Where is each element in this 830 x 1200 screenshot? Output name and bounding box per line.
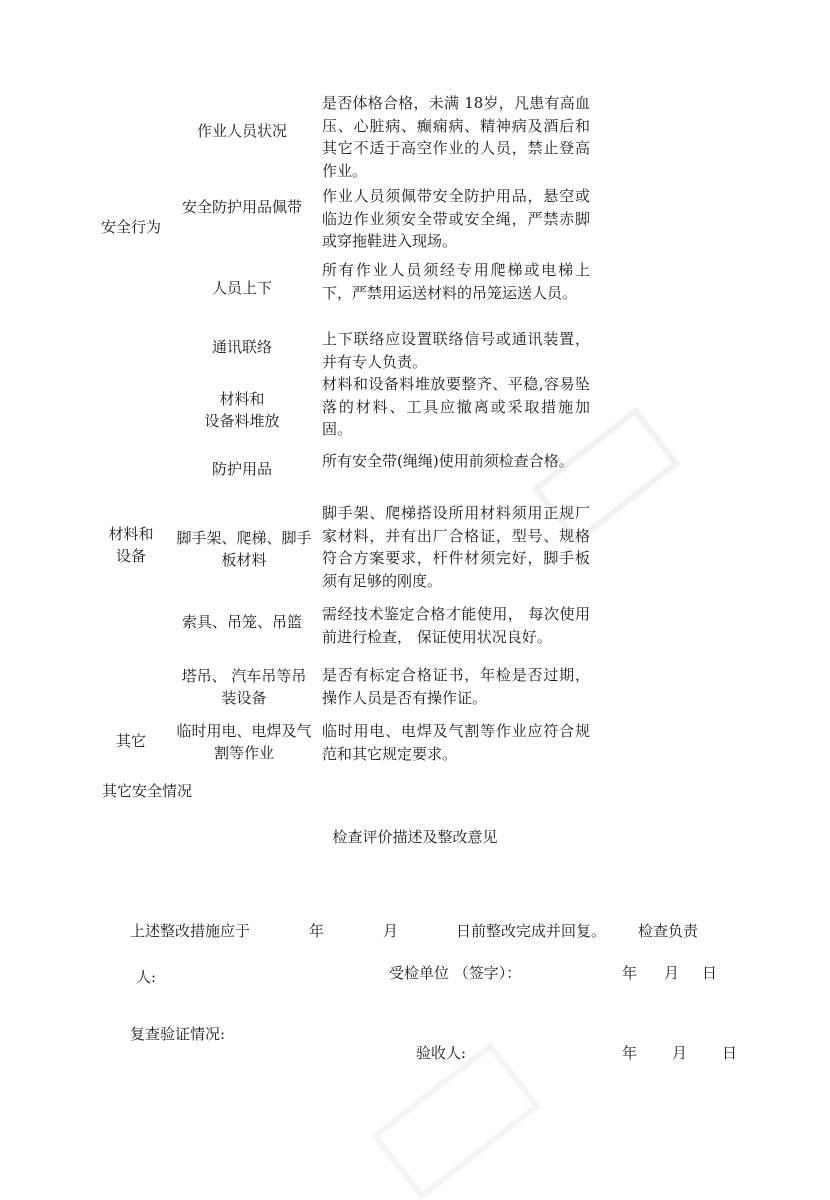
evaluation-title: 检查评价描述及整改意见 bbox=[332, 828, 498, 846]
item-label: 脚手架、爬梯、脚手板材料 bbox=[176, 529, 312, 569]
inspected-unit-month: 月 bbox=[664, 964, 680, 982]
item-description: 所有安全带(绳绳)使用前须检查合格。 bbox=[322, 452, 574, 470]
item-description: 材料和设备料堆放要整齐、平稳,容易坠落的材料、工具应撤离或采取措施加固。 bbox=[322, 375, 590, 438]
rectify-month: 月 bbox=[383, 922, 399, 940]
item-description: 所有作业人员须经专用爬梯或电梯上下，严禁用运送材料的吊笼运送人员。 bbox=[322, 261, 590, 302]
item-description: 脚手架、爬梯搭设所用材料须用正规厂家材料，并有出厂合格证，型号、规格符合方案要求，杆件材须完好，脚手板须有足够的刚度。 bbox=[322, 504, 590, 590]
inspector-label-cont: 人: bbox=[136, 968, 157, 986]
item-label: 安全防护用品佩带 bbox=[181, 198, 302, 216]
item-description: 上下联络应设置联络信号或通讯装置，并有专人负责。 bbox=[322, 330, 590, 371]
item-label: 塔吊、 汽车吊等吊装设备 bbox=[181, 667, 307, 707]
inspected-unit-label: 受检单位 （签字）： bbox=[389, 964, 522, 982]
acceptor-label: 验收人: bbox=[416, 1044, 467, 1062]
item-label: 临时用电、电焊及气割等作业 bbox=[176, 722, 312, 762]
item-description: 临时用电、电焊及气割等作业应符合规范和其它规定要求。 bbox=[322, 722, 590, 763]
item-description: 是否有标定合格证书，年检是否过期，操作人员是否有操作证。 bbox=[322, 666, 590, 707]
review-month: 月 bbox=[672, 1044, 688, 1062]
inspector-label: 检查负责 bbox=[638, 922, 699, 940]
inspected-unit-year: 年 bbox=[622, 964, 638, 982]
rectify-year: 年 bbox=[309, 922, 325, 940]
item-description: 需经技术鉴定合格才能使用， 每次使用前进行检查， 保证使用状况良好。 bbox=[322, 605, 590, 646]
review-year: 年 bbox=[622, 1044, 638, 1062]
item-description: 是否体格合格，未满 18岁，凡患有高血压、心脏病、癫痫病、精神病及酒后和其它不适于高空作业的人员，禁止登高作业。 bbox=[322, 94, 590, 180]
watermark bbox=[371, 1042, 541, 1200]
item-label: 人员上下 bbox=[211, 279, 272, 297]
rectify-prefix: 上述整改措施应于 bbox=[130, 922, 251, 940]
rectify-suffix: 日前整改完成并回复。 bbox=[456, 922, 607, 940]
group-label-materials: 材料和 设备 bbox=[108, 525, 154, 565]
item-label: 防护用品 bbox=[211, 460, 272, 478]
group-label-safety-behavior: 安全行为 bbox=[100, 218, 161, 236]
item-label: 通讯联络 bbox=[211, 338, 272, 356]
review-label: 复查验证情况: bbox=[130, 1025, 226, 1043]
inspected-unit-day: 日 bbox=[702, 964, 718, 982]
review-day: 日 bbox=[722, 1044, 738, 1062]
item-description: 作业人员须佩带安全防护用品，悬空或临边作业须安全带或安全绳，严禁赤脚或穿拖鞋进入现场。 bbox=[322, 187, 590, 250]
item-label: 材料和 设备料堆放 bbox=[204, 390, 280, 430]
item-label: 作业人员状况 bbox=[196, 122, 287, 140]
group-label-other: 其它 bbox=[115, 732, 146, 750]
other-safety-label: 其它安全情况 bbox=[102, 782, 193, 800]
item-label: 索具、吊笼、吊篮 bbox=[181, 613, 302, 631]
